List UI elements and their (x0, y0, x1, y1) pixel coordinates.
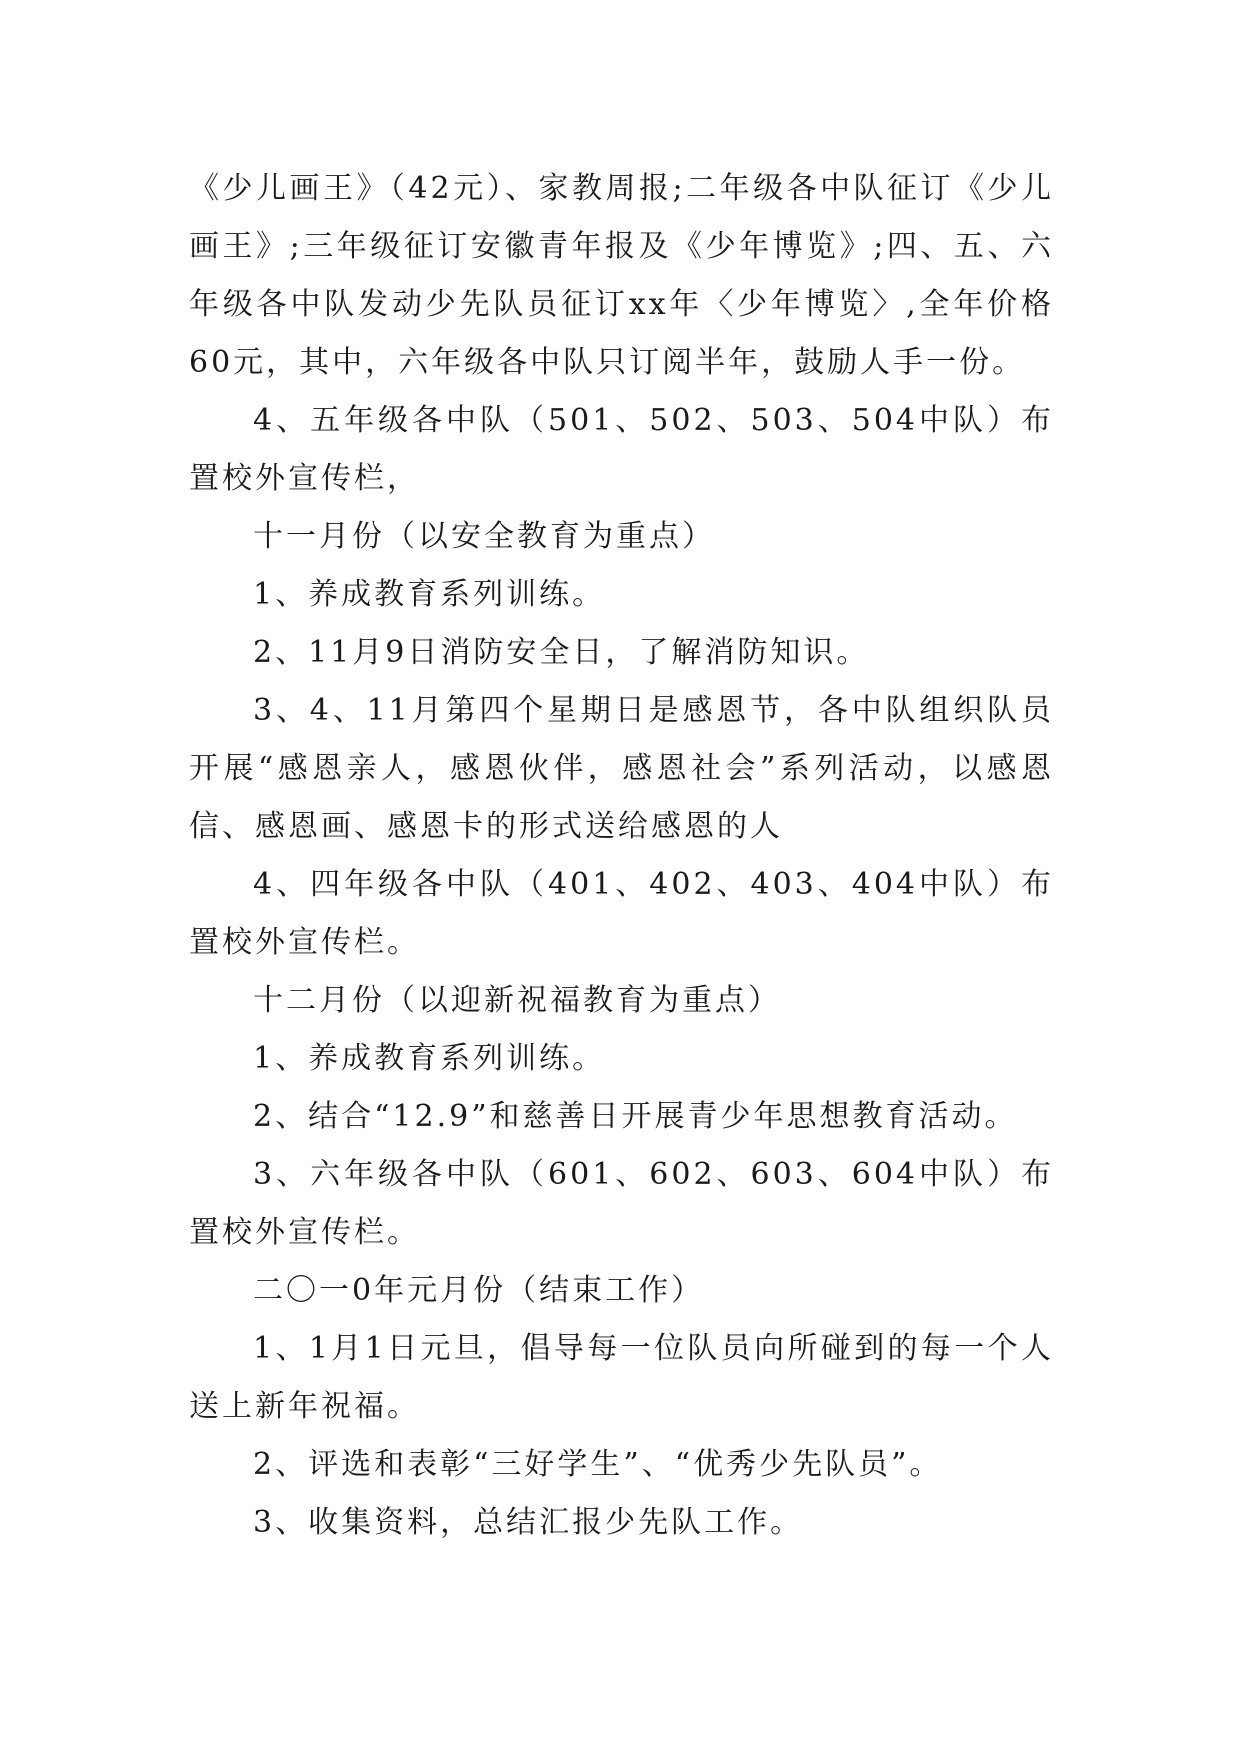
paragraph-grade5-board: 4、五年级各中队（501、502、503、504中队）布置校外宣传栏， (189, 403, 1054, 496)
paragraph-nov-item-4: 4、四年级各中队（401、402、403、404中队）布置校外宣传栏。 (189, 867, 1054, 960)
heading-december: 十二月份（以迎新祝福教育为重点） (253, 983, 781, 1018)
paragraph-jan-item-3: 3、收集资料，总结汇报少先队工作。 (253, 1505, 804, 1540)
paragraph-dec-item-2: 2、结合“12.9”和慈善日开展青少年思想教育活动。 (253, 1099, 1018, 1134)
paragraph-dec-item-1: 1、养成教育系列训练。 (253, 1041, 606, 1076)
paragraph-nov-item-1: 1、养成教育系列训练。 (253, 577, 606, 612)
heading-november: 十一月份（以安全教育为重点） (253, 519, 715, 554)
paragraph-subscription-continued: 《少儿画王》（42元）、家教周报;二年级各中队征订《少儿画王》;三年级征订安徽青年报及《少年博览》;四、五、六年级各中队发动少先队员征订xx年〈少年博览〉,全年价格60元，其中，六年级各中队只订阅半年，鼓励人手一份。 (189, 171, 1054, 380)
paragraph-jan-item-2: 2、评选和表彰“三好学生”、“优秀少先队员”。 (253, 1447, 943, 1482)
paragraph-nov-item-3: 3、4、11月第四个星期日是感恩节，各中队组织队员开展“感恩亲人，感恩伙伴，感恩社会”系列活动，以感恩信、感恩画、感恩卡的形式送给感恩的人 (189, 693, 1054, 844)
document-body (189, 160, 1054, 1552)
paragraph-nov-item-2: 2、11月9日消防安全日，了解消防知识。 (253, 635, 870, 670)
paragraph-dec-item-3: 3、六年级各中队（601、602、603、604中队）布置校外宣传栏。 (189, 1157, 1054, 1250)
paragraph-jan-item-1: 1、1月1日元旦，倡导每一位队员向所碰到的每一个人送上新年祝福。 (189, 1331, 1054, 1424)
heading-january: 二〇一0年元月份（结束工作） (253, 1273, 705, 1308)
